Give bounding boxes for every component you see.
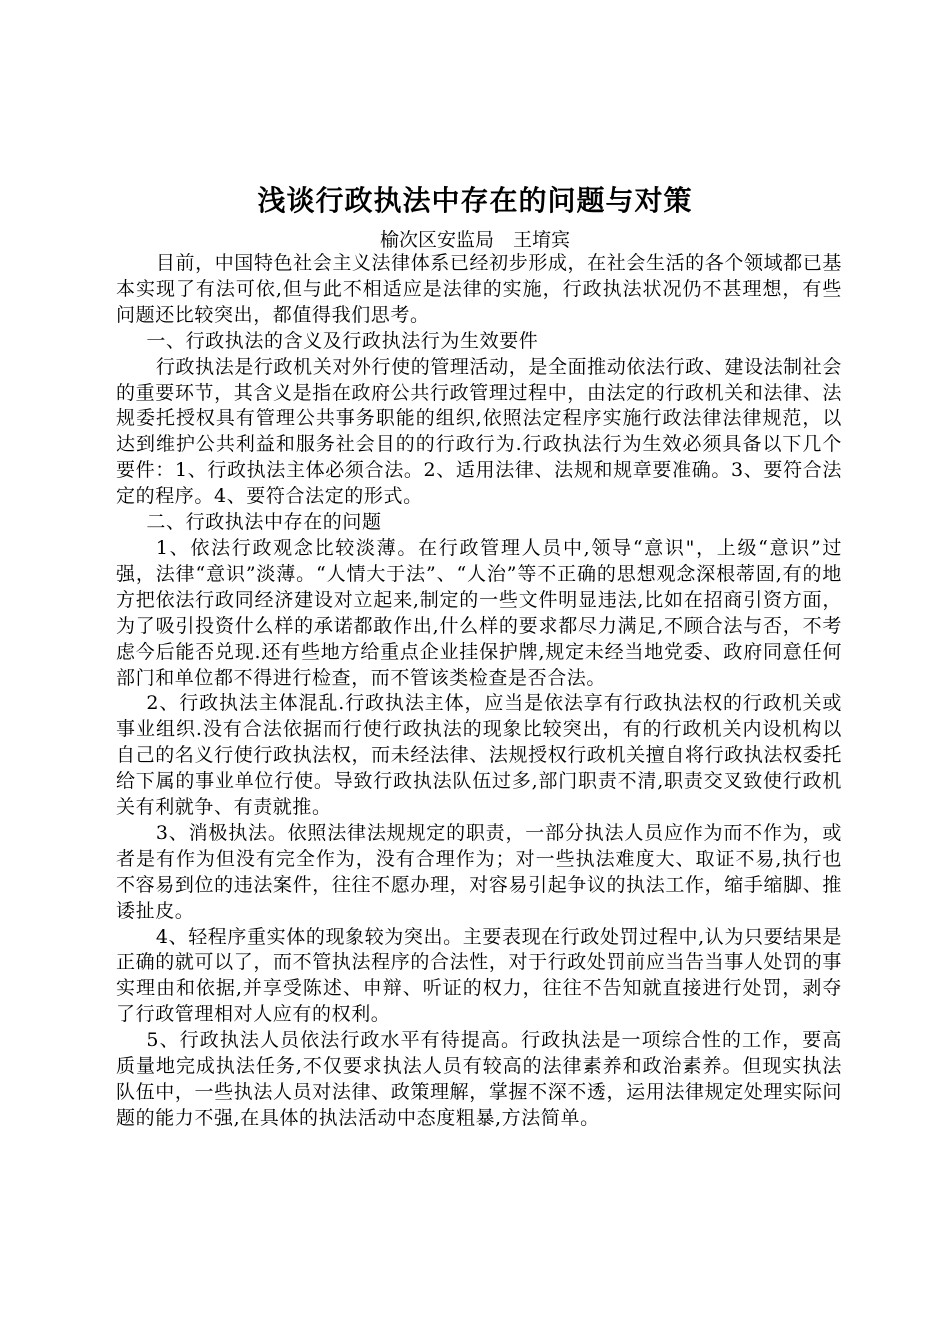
paragraph-problem-4: 4、轻程序重实体的现象较为突出。主要表现在行政处罚过程中,认为只要结果是正确的就可以了，而不管执法程序的合法性，对于行政处罚前应当告当事人处罚的事实理由和依据,并享受陈述、申辩、听证的权力，往往不告知就直接进行处罚，剥夺了行政管理相对人应有的权利。 [116, 925, 842, 1026]
section-heading-2: 二、行政执法中存在的问题 [146, 511, 382, 534]
document-title: 浅谈行政执法中存在的问题与对策 [257, 184, 693, 217]
author-line: 榆次区安监局 王堉宾 [379, 229, 570, 251]
section-heading-1: 一、行政执法的含义及行政执法行为生效要件 [146, 329, 539, 352]
paragraph-problem-5: 5、行政执法人员依法行政水平有待提高。行政执法是一项综合性的工作，要高质量地完成执法任务,不仅要求执法人员有较高的法律素养和政治素养。但现实执法队伍中，一些执法人员对法律、政策理解，掌握不深不透，运用法律规定处理实际问题的能力不强,在具体的执法活动中态度粗暴,方法简单。 [116, 1029, 842, 1129]
paragraph-problem-3: 3、消极执法。依照法律法规规定的职责，一部分执法人员应作为而不作为，或者是有作为但没有完全作为，没有合理作为；对一些执法难度大、取证不易,执行也不容易到位的违法案件，往往不愿办理，对容易引起争议的执法工作，缩手缩脚、推诿扯皮。 [116, 821, 842, 922]
paragraph-definition: 行政执法是行政机关对外行使的管理活动，是全面推动依法行政、建设法制社会的重要环节，其含义是指在政府公共行政管理过程中，由法定的行政机关和法律、法规委托授权具有管理公共事务职能的组织,依照法定程序实施行政法律法律规范，以达到维护公共利益和服务社会目的的行政行为.行政执法行为生效必须具备以下几个要件：1、行政执法主体必须合法。2、适用法律、法规和规章要准确。3、要符合法定的程序。4、要符合法定的形式。 [116, 355, 842, 508]
paragraph-problem-1: 1、依法行政观念比较淡薄。在行政管理人员中,领导“意识"，上级“意识”过强，法律“意识”淡薄。“人情大于法”、“人治”等不正确的思想观念深根蒂固,有的地方把依法行政同经济建设对立起来,制定的一些文件明显违法,比如在招商引资方面，为了吸引投资什么样的承诺都敢作出,什么样的要求都尽力满足,不顾合法与否，不考虑今后能否兑现.还有些地方给重点企业挂保护牌,规定未经当地党委、政府同意任何部门和单位都不得进行检查，而不管该类检查是否合法。 [116, 536, 842, 689]
body-text [116, 251, 842, 1132]
paragraph-problem-2: 2、行政执法主体混乱.行政执法主体，应当是依法享有行政执法权的行政机关或事业组织.没有合法依据而行使行政执法的现象比较突出，有的行政机关内设机构以自己的名义行使行政执法权，而未经法律、法规授权行政机关擅自将行政执法权委托给下属的事业单位行使。导致行政执法队伍过多,部门职责不清,职责交叉致使行政机关有利就争、有责就推。 [116, 692, 842, 819]
paragraph-intro: 目前，中国特色社会主义法律体系已经初步形成，在社会生活的各个领域都已基本实现了有法可依,但与此不相适应是法律的实施，行政执法状况仍不甚理想，有些问题还比较突出，都值得我们思考。 [116, 252, 842, 326]
